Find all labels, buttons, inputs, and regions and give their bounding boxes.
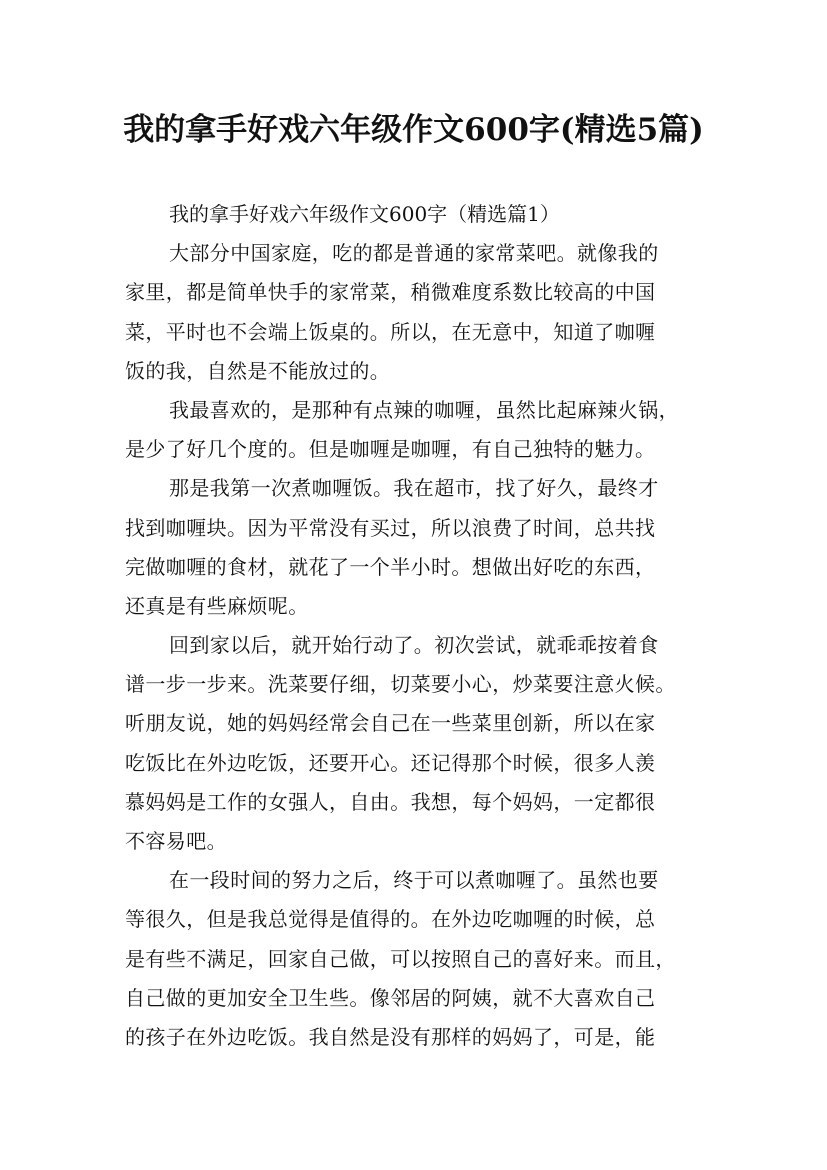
text-line: 我最喜欢的，是那种有点辣的咖喱，虽然比起麻辣火锅， xyxy=(169,397,679,422)
text-line: 是有些不满足，回家自己做，可以按照自己的喜好来。而且， xyxy=(125,946,676,971)
text-line: 回到家以后，就开始行动了。初次尝试，就乖乖按着食 xyxy=(169,633,659,658)
text-line: 谱一步一步来。洗菜要仔细，切菜要小心，炒菜要注意火候。 xyxy=(125,672,676,697)
text-line: 家里，都是简单快手的家常菜，稍微难度系数比较高的中国 xyxy=(125,280,656,305)
text-line: 听朋友说，她的妈妈经常会自己在一些菜里创新，所以在家 xyxy=(125,711,656,736)
text-line: 的孩子在外边吃饭。我自然是没有那样的妈妈了，可是，能 xyxy=(125,1024,656,1049)
text-line: 饭的我，自然是不能放过的。 xyxy=(125,358,391,383)
page-title: 我的拿手好戏六年级作文600字(精选5篇) xyxy=(123,112,704,148)
text-line: 不容易吧。 xyxy=(125,829,227,853)
document-body xyxy=(125,195,705,1057)
text-line: 在一段时间的努力之后，终于可以煮咖喱了。虽然也要 xyxy=(169,868,659,893)
text-line: 找到咖喱块。因为平常没有买过，所以浪费了时间，总共找 xyxy=(125,515,656,540)
text-line: 菜，平时也不会端上饭桌的。所以，在无意中，知道了咖喱 xyxy=(125,319,656,344)
text-line: 慕妈妈是工作的女强人，自由。我想，每个妈妈，一定都很 xyxy=(125,789,656,814)
text-line: 还真是有些麻烦呢。 xyxy=(125,593,309,618)
section-subtitle: 我的拿手好戏六年级作文600字（精选篇1） xyxy=(169,202,560,226)
text-line: 是少了好几个度的。但是咖喱是咖喱，有自己独特的魅力。 xyxy=(125,437,656,462)
text-line: 自己做的更加安全卫生些。像邻居的阿姨，就不大喜欢自己 xyxy=(125,985,656,1010)
text-line: 完做咖喱的食材，就花了一个半小时。想做出好吃的东西， xyxy=(125,554,656,579)
text-line: 大部分中国家庭，吃的都是普通的家常菜吧。就像我的 xyxy=(169,241,659,266)
text-line: 吃饭比在外边吃饭，还要开心。还记得那个时候，很多人羡 xyxy=(125,750,656,775)
text-line: 那是我第一次煮咖喱饭。我在超市，找了好久，最终才 xyxy=(169,476,659,501)
text-line: 等很久，但是我总觉得是值得的。在外边吃咖喱的时候，总 xyxy=(125,907,656,932)
